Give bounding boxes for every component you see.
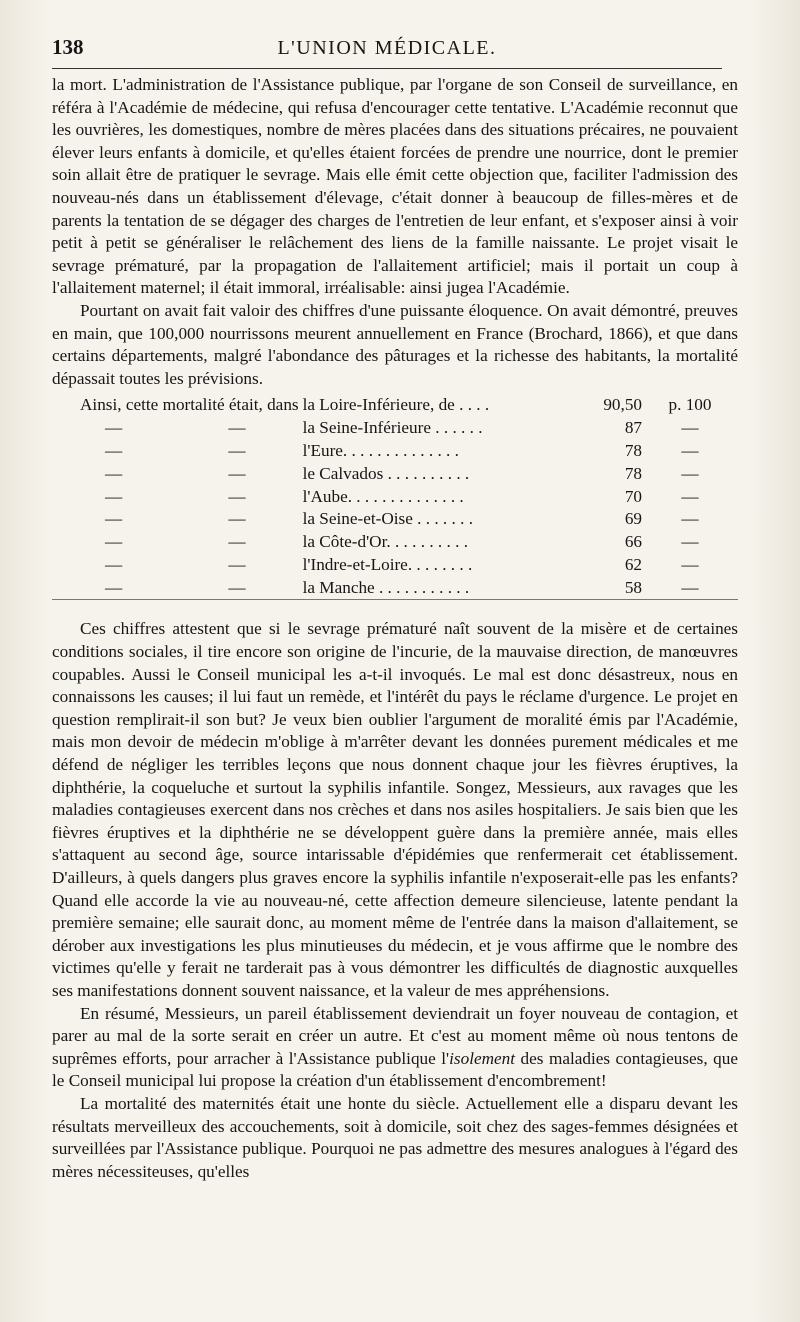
department-name: l'Aube. . . . . . . . . . . . . .	[302, 486, 464, 506]
mortality-value: 78	[624, 463, 642, 483]
mortality-value: 70	[624, 486, 642, 506]
mortality-value: 87	[624, 418, 642, 438]
journal-title: L'UNION MÉDICALE.	[277, 37, 497, 59]
paragraph-1: la mort. L'administration de l'Assistance publique, par l'organe de son Conseil de surveillance, en référa à l'Académie de médecine, qui refusa d'encourager cette tentative. L'Académie reconnut que les ouvrières, les domestiques, nombre de mères placées dans des situations précaires, ne pouvaient élever leurs enfants à domicile, et qu'elles étaient forcées de prendre une nourrice, dont le premier soin allait être de pratiquer le sevrage. Mais elle émit cette objection que, faciliter l'admission des nouveau-nés dans un établissement d'élevage, c'était donner à beaucoup de filles-mères et de parents la tentation de se dégager des charges de l'entretien de leur enfant, et s'exposer ainsi à voir petit à petit se généraliser le relâchement des liens de la famille naissante. Le projet visait le sevrage prématuré, par la propagation de l'allaitement artificiel; mais il portait un coup à l'allaitement maternel; il était immoral, irréalisable: ainsi jugea l'Académie.	[52, 75, 738, 298]
ditto-mark: —	[228, 418, 246, 438]
mortality-unit: —	[642, 577, 738, 600]
ditto-mark: —	[105, 463, 123, 483]
paragraph-2: Pourtant on avait fait valoir des chiffres d'une puissante éloquence. On avait démontré, preuves en main, que 100,000 nourrissons meurent annuellement en France (Brochard, 1866), et que dans certains départements, malgré l'abondance des pâturages et la richesse des habitants, la mortalité dépassait toutes les prévisions.	[52, 300, 738, 388]
table-intro: Ainsi, cette mortalité était, dans	[80, 395, 299, 415]
paragraph-4-text-b: des maladies contagieuses, que le Conseil municipal lui propose la création d'un établissement d'encombrement!	[52, 1048, 738, 1091]
ditto-mark: —	[228, 463, 246, 483]
table-row	[52, 394, 738, 417]
table-row	[52, 531, 738, 554]
ditto-mark: —	[228, 532, 246, 552]
mortality-value: 66	[624, 532, 642, 552]
mortality-value: 62	[624, 554, 642, 574]
ditto-mark: —	[228, 441, 246, 460]
table-row	[52, 554, 738, 577]
mortality-value: 90,50	[603, 395, 642, 415]
header-rule	[52, 68, 722, 69]
ditto-mark: —	[105, 441, 123, 460]
table-row	[52, 463, 738, 486]
mortality-unit: —	[681, 486, 699, 506]
department-name: la Côte-d'Or. . . . . . . . . .	[302, 532, 469, 552]
ditto-mark: —	[105, 418, 123, 438]
department-name: la Seine-Inférieure . . . . . .	[302, 418, 483, 438]
running-head	[52, 26, 722, 60]
mortality-unit: —	[681, 418, 699, 438]
table-row	[52, 577, 738, 600]
mortality-value: 58	[592, 577, 642, 600]
mortality-table	[52, 394, 738, 600]
mortality-value: 69	[624, 509, 642, 529]
mortality-unit: —	[681, 509, 699, 529]
paragraph-4-text-a: En résumé, Messieurs, un pareil établissement deviendrait un foyer nouveau de contagion, et parer au mal de la sorte serait en créer un autre. Et c'est au moment même où nous tentons de suprêmes efforts, pour arracher à l'Assistance publique l'	[52, 1003, 738, 1068]
department-name: l'Eure. . . . . . . . . . . . . .	[302, 441, 459, 460]
ditto-mark: —	[105, 532, 123, 552]
mortality-unit: —	[681, 554, 699, 574]
table-row	[52, 508, 738, 531]
department-name: la Manche . . . . . . . . . . .	[299, 577, 592, 600]
paragraph-4	[52, 1003, 738, 1093]
table-row	[52, 440, 738, 463]
department-name: le Calvados . . . . . . . . . .	[302, 463, 470, 483]
ditto-mark: —	[228, 554, 246, 574]
ditto-mark: —	[52, 577, 175, 600]
page-number: 138	[52, 35, 84, 59]
paragraph-4-italic: isolement	[449, 1048, 516, 1068]
ditto-mark: —	[228, 509, 246, 529]
mortality-unit: p. 100	[668, 395, 712, 415]
ditto-mark: —	[175, 577, 298, 600]
ditto-mark: —	[105, 554, 123, 574]
department-name: l'Indre-et-Loire. . . . . . . .	[302, 554, 473, 574]
ditto-mark: —	[105, 509, 123, 529]
mortality-unit: —	[681, 463, 699, 483]
department-name: la Seine-et-Oise . . . . . . .	[302, 509, 474, 529]
paragraph-5: La mortalité des maternités était une honte du siècle. Actuellement elle a disparu devant les résultats merveilleux des accouchements, soit à domicile, soit chez des sages-femmes désignées et surveillées par l'Assistance publique. Pourquoi ne pas admettre des mesures analogues à l'égard des mères nécessiteuses, qu'elles	[52, 1093, 738, 1181]
mortality-unit: —	[681, 532, 699, 552]
ditto-mark: —	[228, 486, 246, 506]
table-row	[52, 486, 738, 509]
mortality-unit: —	[681, 441, 699, 460]
spacer	[52, 602, 738, 618]
ditto-mark: —	[105, 486, 123, 506]
paragraph-3: Ces chiffres attestent que si le sevrage prématuré naît souvent de la misère et de certaines conditions sociales, il tire encore son origine de l'incurie, de la mauvaise direction, de manœuvres coupables. Aussi le Conseil municipal les a-t-il invoqués. Le mal est donc désastreux, nous en connaissons les causes; il lui faut un remède, et l'intérêt du pays le réclame d'urgence. Le projet en question remplirait-il son but? Je veux bien oublier l'argument de moralité émis par l'Académie, mais mon devoir de médecin m'oblige à m'arrêter devant les données purement médicales et me défend de négliger les terribles leçons que nous donnent chaque jour les fièvres éruptives, la diphthérie, la coqueluche et surtout la syphilis infantile. Songez, Messieurs, aux ravages que les maladies contagieuses exercent dans nos crèches et dans nos asiles hospitaliers. Je sais bien que les fièvres éruptives et la diphthérie ne se développent guère dans la première année, mais elles s'attaquent au second âge, source intarissable d'épidémies que renfermerait cet établissement. D'ailleurs, à quels dangers plus graves encore la syphilis infantile n'exposerait-elle pas les enfants? Quand elle accorde la vie au nouveau-né, cette affection demeure silencieuse, latente pendant la première semaine; elle saurait donc, au moment même de l'entrée dans la maison d'allaitement, se dérober aux investigations les plus minutieuses du médecin, et je vous affirme que le nombre des victimes qu'elle y ferait ne tarderait pas à vous démontrer les difficultés de diagnostic auxquelles ses manifestations donnent souvent naissance, et la valeur de mes appréhensions.	[52, 619, 738, 1000]
mortality-value: 78	[624, 441, 642, 460]
department-name: la Loire-Inférieure, de . . . .	[302, 395, 490, 415]
table-row	[52, 417, 738, 440]
body-text	[52, 74, 738, 1183]
